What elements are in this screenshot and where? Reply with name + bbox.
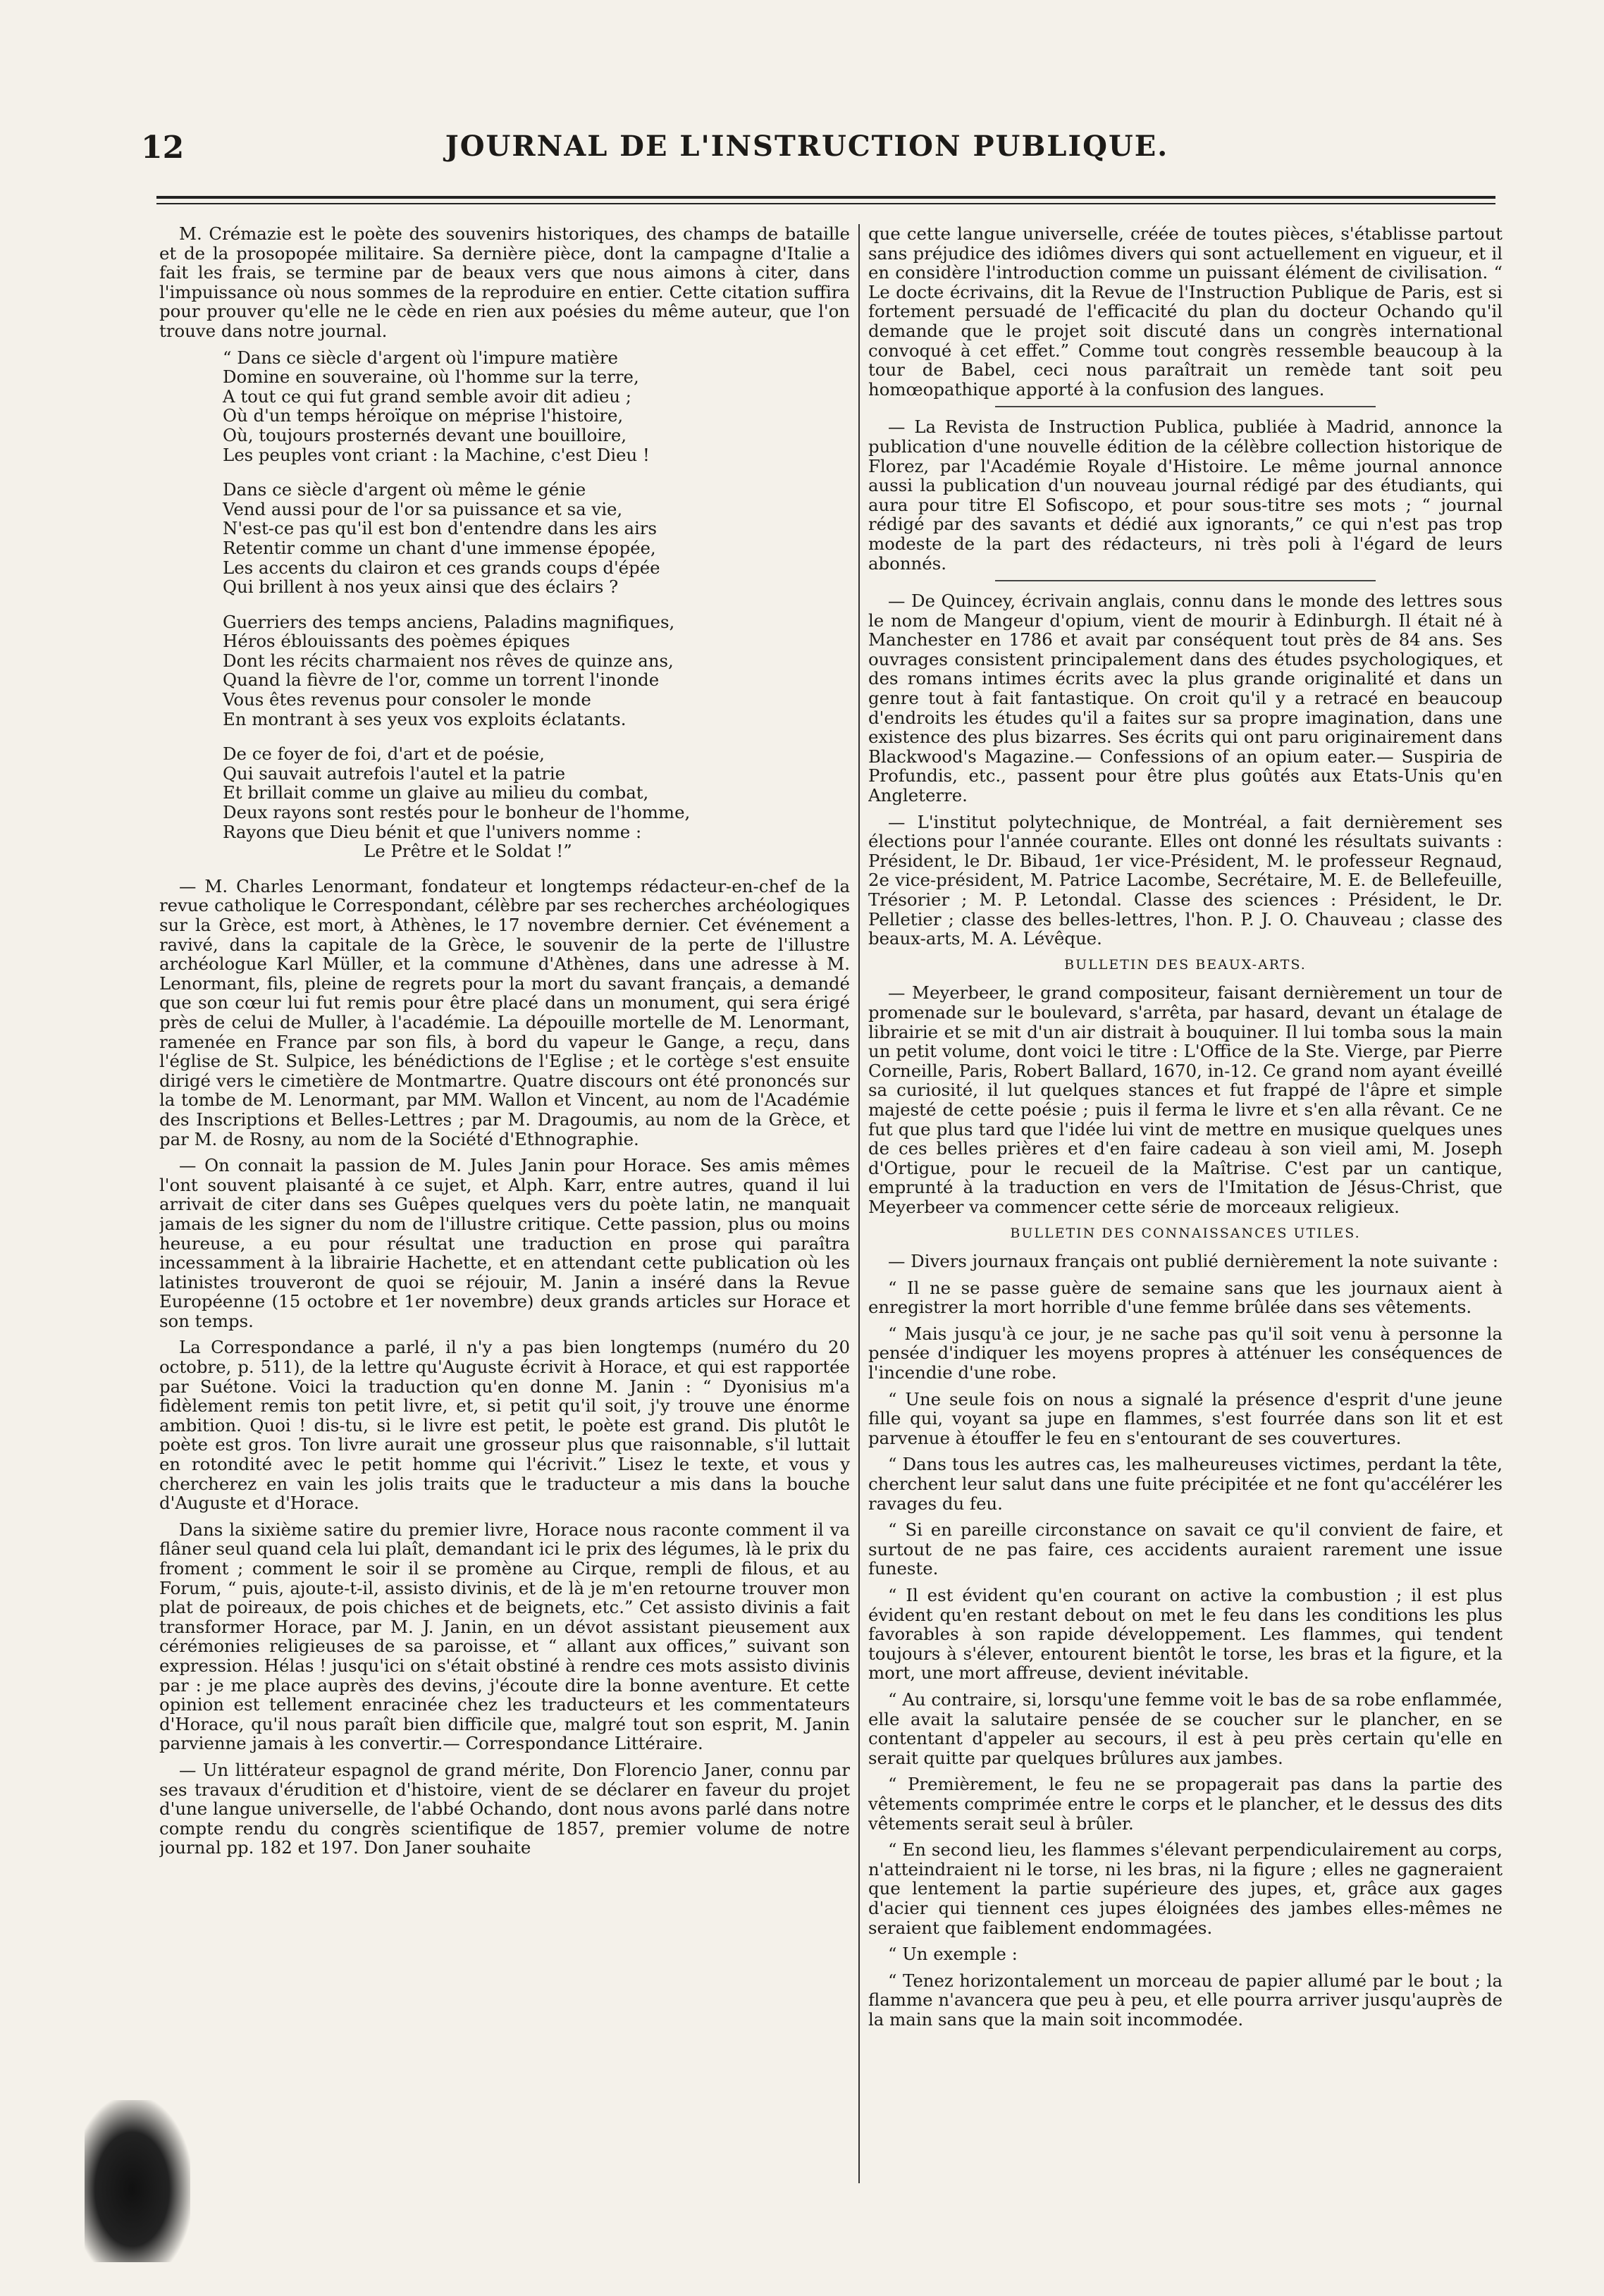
article-rule — [995, 406, 1376, 407]
article-paragraph: — Divers journaux français ont publié dernièrement la note suivante : — [888, 1251, 1498, 1272]
page-number: 12 — [141, 130, 185, 166]
article-paragraph: “ Tenez horizontalement un morceau de papier allumé par le bout ; la flamme n'avancera que peu à peu, et elle pourra arriver jusqu'auprès de la main sans que la main soit incommodée. — [868, 1970, 1503, 2030]
poem-line: Le Prêtre et le Soldat !” — [364, 841, 572, 862]
article-lenormant: — M. Charles Lenormant, fondateur et longtemps rédacteur-en-chef de la revue catholique le Correspondant, célèbre par ses recherches archéologiques sur la Grèce, est mort, à Athènes, le 17 novembre dernier. Cet événement a ravivé, dans la capitale de la Grèce, le souvenir de la perte de l'illustre archéologue Karl Müller, et la commune d'Athènes, dans une adresse à M. Lenormant, fils, pleine de regrets pour la mort du savant français, a demandé que son cœur lui fut remis pour être placé dans un monument, qui sera érigé près de celui de Muller, à l'académie. La dépouille mortelle de M. Lenormant, ramenée en France par son fils, à bord du vapeur le Gange, a reçu, dans l'église de St. Sulpice, les bénédictions de l'Eglise ; et le cortège s'est ensuite dirigé vers le cimetière de Montmartre. Quatre discours ont été prononcés sur la tombe de M. Lenormant, par MM. Wallon et Vincent, au nom de l'Académie des Inscriptions et Belles-Lettres ; par M. Dragoumis, au nom de la Grèce, et par M. de Rosny, au nom de la Société d'Ethnographie. — [159, 875, 850, 1149]
article-paragraph: “ Dans tous les autres cas, les malheureuses victimes, perdant la tête, cherchent leur salut dans une fuite précipitée et ne font qu'accélérer les ravages du feu. — [868, 1454, 1503, 1514]
poem-line: Les accents du clairon et ces grands coups d'épée — [223, 557, 660, 578]
article-paragraph: “ Il est évident qu'en courant on active la combustion ; il est plus évident qu'en restant debout on met le feu dans les conditions les plus favorables à son rapide développement. Les flammes, qui tendent toujours à s'élever, entourent bientôt le torse, les bras et la figure, et la mort, une mort affreuse, devient inévitable. — [868, 1585, 1503, 1684]
article-janin-satire: Dans la sixième satire du premier livre, Horace nous raconte comment il va flâner seul quand cela lui plaît, demandant ici le prix des légumes, là le prix du froment ; comment le soir il se promène au Cirque, rempli de filous, et au Forum, “ puis, ajoute-t-il, assisto divinis, et de là je m'en retourne trouver mon plat de poireaux, de pois chiches et de beignets, etc.” Cet assisto divinis a fait transformer Horace, par M. J. Janin, en un dévot assistant pieusement aux cérémonies religieuses de sa paroisse, et “ allant aux offices,” suivant son expression. Hélas ! jusqu'ici on s'était obstiné à rendre ces mots assisto divinis par : je me place auprès des devins, j'écoute dire la bonne aventure. Et cette opinion est tellement enracinée chez les traducteurs et les commentateurs d'Horace, qu'il nous paraît bien difficile que, malgré tout son esprit, M. Janin parvienne jamais à les convertir.— Correspondance Littéraire. — [159, 1519, 850, 1754]
article-institut-polytechnique: — L'institut polytechnique, de Montréal, a fait dernièrement ses élections pour l'année courante. Elles ont donné les résultats suivants : Président, le Dr. Bibaud, 1er vice-Président, M. le professeur Regnaud, 2e vice-président, M. Patrice Lacombe, Secrétaire, M. E. de Bellefeuille, Trésorier ; M. P. Letondal. Classe des sciences : Président, le Dr. Pelletier ; classe des belles-lettres, l'hon. P. J. O. Chauveau ; classe des beaux-arts, M. A. Lévêque. — [868, 811, 1503, 949]
poem-line: Les peuples vont criant : la Machine, c'est Dieu ! — [223, 444, 650, 465]
poem-line: Vous êtes revenus pour consoler le monde — [223, 689, 591, 710]
poem-stanza — [223, 612, 850, 729]
poem-line: Guerriers des temps anciens, Paladins magnifiques, — [223, 611, 675, 632]
article-cremazie-intro: M. Crémazie est le poète des souvenirs historiques, des champs de bataille et de la prosopopée militaire. Sa dernière pièce, dont la campagne d'Italie a fait les frais, se termine par de beaux vers que nous aimons à citer, dans l'impuissance où nous sommes de la reproduire en entier. Cette citation suffira pour prouver qu'elle ne le cède en rien aux poésies du même auteur, que l'on trouve dans notre journal. — [159, 224, 850, 341]
poem-line: Deux rayons sont restés pour le bonheur de l'homme, — [223, 802, 691, 823]
article-paragraph: “ Au contraire, si, lorsqu'une femme voit le bas de sa robe enflammée, elle avait la salutaire pensée de se coucher sur le plancher, en se contentant d'appeler au secours, il est à peu près certain qu'elle en serait quitte par quelques brûlures aux jambes. — [868, 1689, 1503, 1768]
poem-line: Vend aussi pour de l'or sa puissance et sa vie, — [223, 498, 623, 519]
poem-line: Où d'un temps héroïque on méprise l'histoire, — [223, 405, 624, 426]
poem-stanza — [223, 348, 850, 465]
column-divider — [858, 224, 860, 2183]
article-janin-horace: — On connait la passion de M. Jules Janin pour Horace. Ses amis mêmes l'ont souvent plaisanté à ce sujet, et Alph. Karr, entre autres, quand il lui arrivait de citer dans ses Guêpes quelques vers du poète latin, ne manquait jamais de les signer du nom de l'illustre critique. Cette passion, plus ou moins heureuse, a eu pour résultat une traduction en prose qui paraîtra incessamment à la librairie Hachette, et en attendant cette publication où les latinistes trouveront de quoi se réjouir, M. Janin a inséré dans la Revue Européenne (15 octobre et 1er novembre) deux grands articles sur Horace et son temps. — [159, 1155, 850, 1331]
poem-line: Quand la fièvre de l'or, comme un torrent l'inonde — [223, 669, 660, 691]
article-janin-correspondance: La Correspondance a parlé, il n'y a pas bien longtemps (numéro du 20 octobre, p. 511), de la lettre qu'Auguste écrivit à Horace, et qui est rapportée par Suétone. Voici la traduction qu'en donne M. Janin : “ Dyonisius m'a fidèlement remis ton petit livre, et, si petit qu'il soit, j'y trouve une énorme ambition. Quoi ! dis-tu, si le livre est petit, le poète est grand. Dis plutôt le poète est gros. Ton livre aurait une grosseur plus que raisonnable, s'il luttait en rotondité avec le petit homme qui l'écrivit.” Lisez le texte, et vous y chercherez en vain les jolis traits que le traducteur a mis dans la bouche d'Auguste et d'Horace. — [159, 1337, 850, 1514]
page-damage-mark — [85, 2100, 190, 2262]
article-revista: — La Revista de Instruction Publica, publiée à Madrid, annonce la publication d'une nouvelle édition de la célèbre collection historique de Florez, par l'Académie Royale d'Histoire. Le même journal annonce aussi la publication d'un nouveau journal rédigé par des étudiants, qui aura pour titre El Sofiscopo, et pour sous-titre ses mots ; “ journal rédigé par des savants et dédié aux ignorants,” ce qui n'est pas trop modeste de la part des rédacteurs, ni très poli à l'égard de leurs abonnés. — [868, 416, 1503, 574]
poem-line: Dont les récits charmaient nos rêves de quinze ans, — [223, 650, 674, 671]
header-rule-bottom — [156, 203, 1495, 204]
poem-stanza — [223, 480, 850, 597]
poem-line: Qui sauvait autrefois l'autel et la patrie — [223, 763, 566, 784]
page-header — [141, 125, 1473, 182]
article-paragraph: “ Une seule fois on nous a signalé la présence d'esprit d'une jeune fille qui, voyant sa jupe en flammes, s'est fourrée dans son lit et est parvenue à étouffer le feu en s'entourant de ses couvertures. — [868, 1388, 1503, 1448]
poem-line: Retentir comme un chant d'une immense épopée, — [223, 537, 656, 558]
article-paragraph: “ Il ne se passe guère de semaine sans que les journaux aient à enregistrer la mort horrible d'une femme brûlée dans ses vêtements. — [868, 1277, 1503, 1318]
right-column — [868, 224, 1503, 2197]
poem-line: Qui brillent à nos yeux ainsi que des éclairs ? — [223, 576, 619, 598]
poem — [223, 348, 850, 861]
article-paragraph: “ Un exemple : — [888, 1944, 1018, 1965]
poem-line: En montrant à ses yeux vos exploits éclatants. — [223, 708, 627, 729]
poem-line: “ Dans ce siècle d'argent où l'impure matière — [223, 347, 618, 368]
left-column — [159, 224, 850, 2197]
poem-line: Héros éblouissants des poèmes épiques — [223, 631, 570, 652]
poem-line: Rayons que Dieu bénit et que l'univers nomme : — [223, 821, 642, 842]
article-paragraph: “ Mais jusqu'à ce jour, je ne sache pas qu'il soit venu à personne la pensée d'indiquer les moyens propres à atténuer les conséquences de l'incendie d'une robe. — [868, 1323, 1503, 1383]
header-rule-top — [156, 196, 1495, 199]
poem-stanza — [223, 744, 850, 861]
poem-line: Et brillait comme un glaive au milieu du combat, — [223, 782, 649, 803]
poem-line: De ce foyer de foi, d'art et de poésie, — [223, 743, 545, 765]
article-rule — [995, 580, 1376, 581]
section-title-beaux-arts: BULLETIN DES BEAUX-ARTS. — [1064, 956, 1307, 973]
article-paragraph: “ Si en pareille circonstance on savait ce qu'il convient de faire, et surtout de ne pas faire, ces accidents auraient rarement une issue funeste. — [868, 1519, 1503, 1579]
article-de-quincey: — De Quincey, écrivain anglais, connu dans le monde des lettres sous le nom de Mangeur d'opium, vient de mourir à Edinburgh. Il était né à Manchester en 1786 et avait par conséquent tout près de 84 ans. Ses ouvrages consistent principalement dans des études psychologiques, et des romans intimes écrits avec la plus grande originalité et dans un genre tout à fait fantastique. On croit qu'il y a retracé en beaucoup d'endroits les études qu'il a faites sur sa propre imagination, dans une existence des plus bizarres. Ses écrits qui ont paru originairement dans Blackwood's Magazine.— Confessions of an opium eater.— Suspiria de Profundis, etc., passent pour être plus goûtés aux Etats-Unis qu'en Angleterre. — [868, 591, 1503, 806]
poem-line: Domine en souveraine, où l'homme sur la terre, — [223, 366, 639, 388]
poem-line: A tout ce qui fut grand semble avoir dit adieu ; — [223, 385, 631, 407]
article-janer: — Un littérateur espagnol de grand mérite, Don Florencio Janer, connu par ses travaux d'érudition et d'histoire, vient de se déclarer en faveur du projet d'une langue universelle, de l'abbé Ochando, dont nous avons parlé dans notre compte rendu du congrès scientifique de 1857, premier volume de notre journal pp. 182 et 197. Don Janer souhaite — [159, 1759, 850, 1858]
poem-line: Où, toujours prosternés devant une bouilloire, — [223, 424, 627, 445]
article-paragraph: “ Premièrement, le feu ne se propagerait pas dans la partie des vêtements comprimée entre le corps et le plancher, et le dessus des dits vêtements serait seul à brûler. — [868, 1774, 1503, 1834]
running-title: JOURNAL DE L'INSTRUCTION PUBLIQUE. — [445, 130, 1169, 163]
poem-line: N'est-ce pas qu'il est bon d'entendre dans les airs — [223, 518, 657, 539]
article-janer-continued: que cette langue universelle, créée de toutes pièces, s'établisse partout sans préjudice des idiômes divers qui sont actuellement en vigueur, et il en considère l'introduction comme un puissant élément de civilisation. “ Le docte écrivains, dit la Revue de l'Instruction Publique de Paris, est si fortement persuadé de l'efficacité du plan du docteur Ochando qu'il demande que le projet soit discuté dans un congrès international convoqué à cet effet.” Comme tout congrès ressemble beaucoup à la tour de Babel, ceci nous paraîtrait un remède tant soit peu homœopathique apporté à la confusion des langues. — [868, 224, 1503, 400]
section-title-connaissances: BULLETIN DES CONNAISSANCES UTILES. — [1010, 1225, 1361, 1241]
article-meyerbeer: — Meyerbeer, le grand compositeur, faisant dernièrement un tour de promenade sur le boulevard, s'arrêta, par hasard, devant un étalage de librairie et se mit d'un air distrait à bouquiner. Il lui tomba sous la main un petit volume, dont voici le titre : L'Office de la Ste. Vierge, par Pierre Corneille, Paris, Robert Ballard, 1670, in-12. Ce grand nom ayant éveillé sa curiosité, il lut quelques stances et fut frappé de l'âpre et simple majesté de cette poésie ; puis il ferma le livre et s'en alla rêvant. Ce ne fut que plus tard que l'idée lui vint de mettre en musique quelques unes de ces belles prières et d'en faire cadeau à son vieil ami, M. Joseph d'Ortigue, pour le recueil de la Maîtrise. C'est par un cantique, emprunté à la traduction en vers de l'Imitation de Jésus-Christ, que Meyerbeer va commencer cette série de morceaux religieux. — [868, 982, 1503, 1217]
poem-line: Dans ce siècle d'argent où même le génie — [223, 479, 586, 500]
article-paragraph: “ En second lieu, les flammes s'élevant perpendiculairement au corps, n'atteindraient ni le torse, ni les bras, ni la figure ; elles ne gagneraient que lentement la partie supérieure des jupes, et, grâce aux gages d'acier qui tiennent ces jupes éloignées des jambes elles-mêmes ne seraient que faiblement endommagées. — [868, 1839, 1503, 1938]
